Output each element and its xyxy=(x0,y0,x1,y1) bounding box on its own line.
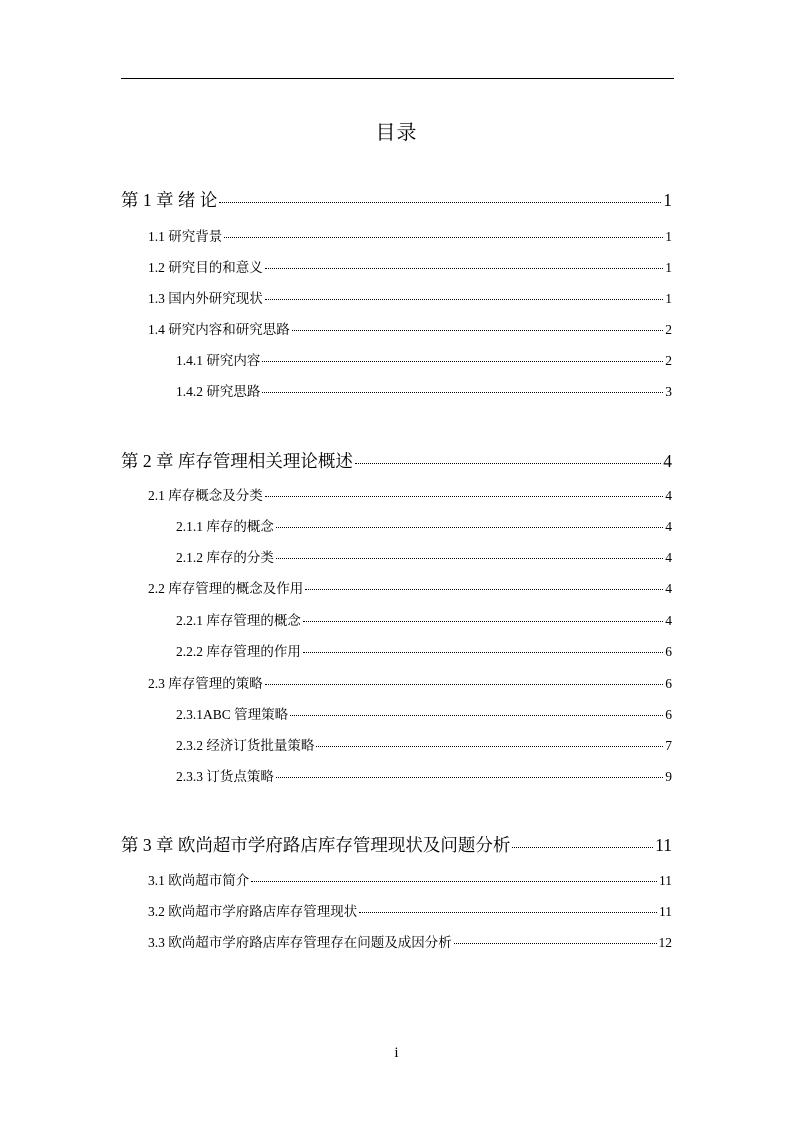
dot-leader xyxy=(262,392,663,393)
dot-leader xyxy=(265,684,664,685)
dot-leader xyxy=(303,652,663,653)
toc-entry-page: 2 xyxy=(665,353,672,368)
toc-entry-label: 1.4.1 研究内容 xyxy=(176,353,261,368)
toc-chapter-1[interactable] xyxy=(121,188,672,212)
toc-subsection-1-4-2[interactable] xyxy=(176,383,672,401)
toc-section-3-1[interactable] xyxy=(148,872,672,890)
toc-entry-label: 1.4 研究内容和研究思路 xyxy=(148,322,290,337)
toc-entry-page: 7 xyxy=(665,738,672,753)
toc-entry-label: 3.2 欧尚超市学府路店库存管理现状 xyxy=(148,904,358,919)
toc-entry-label: 1.2 研究目的和意义 xyxy=(148,260,263,275)
toc-entry-page: 6 xyxy=(665,644,672,659)
toc-entry-label: 1.4.2 研究思路 xyxy=(176,384,261,399)
toc-entry-page: 12 xyxy=(658,935,672,950)
dot-leader xyxy=(454,943,657,944)
toc-subsection-2-1-1[interactable] xyxy=(176,518,672,536)
toc-entry-page: 4 xyxy=(665,519,672,534)
dot-leader xyxy=(512,847,653,848)
dot-leader xyxy=(265,268,664,269)
dot-leader xyxy=(290,715,663,716)
toc-entry-page: 1 xyxy=(665,260,672,275)
toc-entry-label: 2.2.1 库存管理的概念 xyxy=(176,613,301,628)
toc-subsection-2-2-1[interactable] xyxy=(176,612,672,630)
toc-section-2-2[interactable] xyxy=(148,580,672,598)
toc-entry-page: 4 xyxy=(665,581,672,596)
dot-leader xyxy=(219,202,661,203)
toc-entry-label: 2.2 库存管理的概念及作用 xyxy=(148,581,304,596)
toc-entry-page: 2 xyxy=(665,322,672,337)
toc-entry-page: 3 xyxy=(665,384,672,399)
dot-leader xyxy=(262,361,663,362)
toc-section-3-3[interactable] xyxy=(148,934,672,952)
toc-entry-page: 11 xyxy=(659,904,672,919)
toc-section-1-3[interactable] xyxy=(148,290,672,308)
dot-leader xyxy=(265,496,664,497)
dot-leader xyxy=(276,558,663,559)
toc-entry-page: 6 xyxy=(665,676,672,691)
toc-section-2-1[interactable] xyxy=(148,487,672,505)
toc-entry-page: 11 xyxy=(659,873,672,888)
toc-entry-label: 1.3 国内外研究现状 xyxy=(148,291,263,306)
toc-subsection-2-2-2[interactable] xyxy=(176,643,672,661)
toc-chapter-2[interactable] xyxy=(121,449,672,473)
toc-entry-page: 1 xyxy=(665,229,672,244)
toc-entry-label: 第 2 章 库存管理相关理论概述 xyxy=(121,451,353,471)
toc-entry-label: 2.2.2 库存管理的作用 xyxy=(176,644,301,659)
toc-entry-page: 1 xyxy=(663,190,672,210)
toc-section-3-2[interactable] xyxy=(148,903,672,921)
toc-entry-label: 2.3.2 经济订货批量策略 xyxy=(176,738,315,753)
toc-entry-label: 3.3 欧尚超市学府路店库存管理存在问题及成因分析 xyxy=(148,935,452,950)
toc-entry-page: 1 xyxy=(665,291,672,306)
dot-leader xyxy=(224,237,663,238)
toc-section-1-1[interactable] xyxy=(148,228,672,246)
toc-entry-label: 2.1 库存概念及分类 xyxy=(148,488,263,503)
toc-entry-label: 1.1 研究背景 xyxy=(148,229,223,244)
header-rule xyxy=(121,78,674,79)
toc-entry-label: 2.1.1 库存的概念 xyxy=(176,519,274,534)
toc-entry-label: 2.1.2 库存的分类 xyxy=(176,550,274,565)
toc-entry-page: 4 xyxy=(665,550,672,565)
toc-subsection-2-3-2[interactable] xyxy=(176,737,672,755)
toc-entry-page: 4 xyxy=(663,451,672,471)
dot-leader xyxy=(305,589,663,590)
toc-entry-label: 3.1 欧尚超市简介 xyxy=(148,873,250,888)
toc-entry-label: 第 3 章 欧尚超市学府路店库存管理现状及问题分析 xyxy=(121,835,511,855)
dot-leader xyxy=(292,330,664,331)
toc-entry-label: 2.3.3 订货点策略 xyxy=(176,769,274,784)
dot-leader xyxy=(303,621,663,622)
toc-chapter-3[interactable] xyxy=(121,833,672,857)
dot-leader xyxy=(276,777,663,778)
page-number: i xyxy=(394,1045,399,1061)
toc-subsection-2-3-1[interactable] xyxy=(176,706,672,724)
toc-title: 目录 xyxy=(375,122,418,144)
toc-subsection-1-4-1[interactable] xyxy=(176,352,672,370)
dot-leader xyxy=(265,299,664,300)
dot-leader xyxy=(355,463,661,464)
dot-leader xyxy=(359,912,657,913)
toc-entry-label: 2.3.1ABC 管理策略 xyxy=(176,707,289,722)
dot-leader xyxy=(251,881,657,882)
toc-entry-page: 6 xyxy=(665,707,672,722)
toc-section-1-4[interactable] xyxy=(148,321,672,339)
toc-entry-label: 2.3 库存管理的策略 xyxy=(148,676,263,691)
dot-leader xyxy=(276,527,663,528)
toc-section-2-3[interactable] xyxy=(148,675,672,693)
toc-subsection-2-3-3[interactable] xyxy=(176,768,672,786)
dot-leader xyxy=(316,746,663,747)
toc-subsection-2-1-2[interactable] xyxy=(176,549,672,567)
toc-entry-label: 第 1 章 绪 论 xyxy=(121,190,218,210)
toc-entry-page: 4 xyxy=(665,613,672,628)
toc-entry-page: 11 xyxy=(655,835,672,855)
toc-section-1-2[interactable] xyxy=(148,259,672,277)
toc-entry-page: 4 xyxy=(665,488,672,503)
toc-entry-page: 9 xyxy=(665,769,672,784)
